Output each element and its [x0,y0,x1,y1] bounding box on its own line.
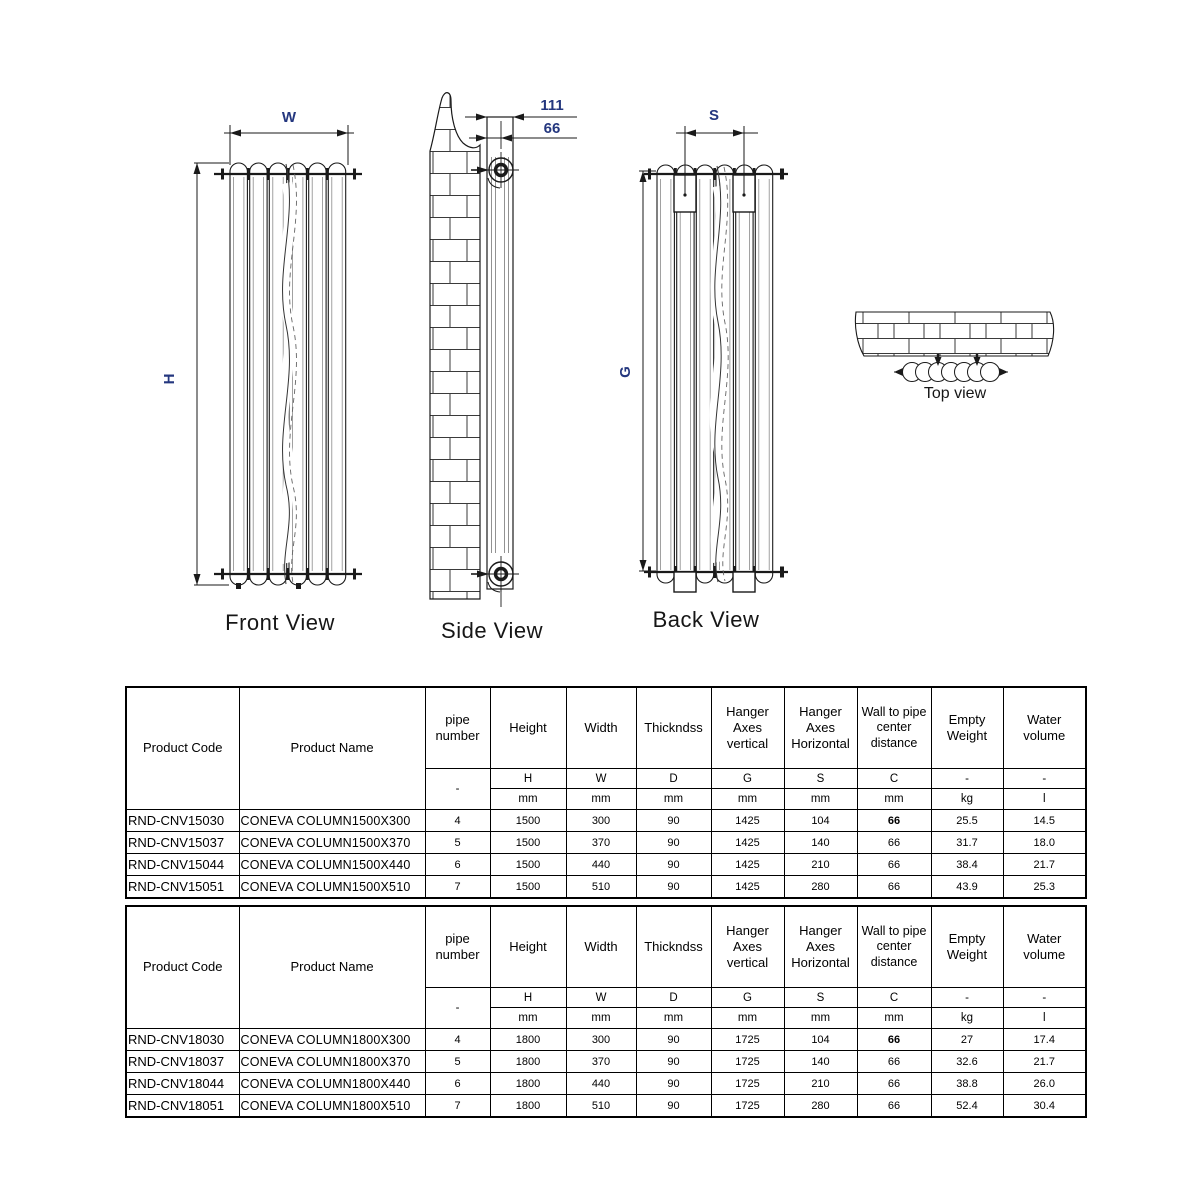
table-cell: RND-CNV15051 [126,876,239,899]
table-cell: 7 [425,876,490,899]
table-cell: 140 [784,832,857,854]
top-wall [855,312,1053,356]
table-cell: CONEVA COLUMN1800X300 [239,1029,425,1051]
table-cell: CONEVA COLUMN1800X370 [239,1051,425,1073]
front-view-label: Front View [225,610,335,635]
table-cell: 1800 [490,1073,566,1095]
table-cell: 66 [857,1095,931,1118]
front-radiator [214,163,362,589]
table-cell: 1500 [490,810,566,832]
table-cell: RND-CNV18044 [126,1073,239,1095]
symbol-cell: C [857,769,931,789]
table-cell: 1725 [711,1051,784,1073]
col-header-hanger-vertical: Hanger Axes vertical [711,687,784,769]
table-cell: 66 [857,1051,931,1073]
col-header-product-name: Product Name [239,687,425,810]
col-header-product-code: Product Code [126,687,239,810]
table-cell: 66 [857,876,931,899]
col-header-water-volume: Water volume [1003,687,1086,769]
table-cell: 370 [566,1051,636,1073]
unit-cell: l [1003,789,1086,810]
unit-cell: mm [784,1008,857,1029]
table-cell: 1425 [711,832,784,854]
table-cell: 25.3 [1003,876,1086,899]
unit-cell: mm [857,789,931,810]
symbol-cell: H [490,769,566,789]
header-row [126,687,1086,769]
side-wall [430,93,480,599]
unit-cell: mm [566,789,636,810]
table-cell: 38.8 [931,1073,1003,1095]
col-header-pipe-number: pipe number [425,906,490,988]
table-cell: 1500 [490,832,566,854]
table-body-1500 [126,810,1086,899]
symbol-cell: - [931,769,1003,789]
table-cell: 5 [425,1051,490,1073]
table-cell: 30.4 [1003,1095,1086,1118]
table-cell: 510 [566,876,636,899]
table-cell: 300 [566,1029,636,1051]
col-header-width: Width [566,906,636,988]
col-header-hanger-horizontal: Hanger Axes Horizontal [784,906,857,988]
table-cell: 90 [636,1051,711,1073]
symbol-cell: C [857,988,931,1008]
dim-label-66: 66 [543,120,561,137]
table-row [126,854,1086,876]
col-header-product-name: Product Name [239,906,425,1029]
table-cell: RND-CNV15044 [126,854,239,876]
col-header-empty-weight: Empty Weight [931,687,1003,769]
symbol-cell: W [566,769,636,789]
unit-cell: mm [636,789,711,810]
dim-label-111: 111 [540,97,564,114]
col-header-height: Height [490,687,566,769]
symbol-cell: S [784,988,857,1008]
col-header-product-code: Product Code [126,906,239,1029]
side-view-label: Side View [441,618,543,643]
col-header-hanger-horizontal: Hanger Axes Horizontal [784,687,857,769]
table-cell: 90 [636,810,711,832]
table-cell: 14.5 [1003,810,1086,832]
table-cell: 26.0 [1003,1073,1086,1095]
table-cell: 1725 [711,1029,784,1051]
dim-label-h: H [161,373,178,385]
table-row [126,1051,1086,1073]
table-cell: 66 [857,810,931,832]
unit-cell: mm [784,789,857,810]
table-cell: 300 [566,810,636,832]
table-cell: 32.6 [931,1051,1003,1073]
back-radiator [644,165,788,592]
table-cell: 370 [566,832,636,854]
table-cell: 18.0 [1003,832,1086,854]
table-cell: 4 [425,810,490,832]
symbol-cell: - [425,988,490,1029]
symbol-cell: D [636,988,711,1008]
symbol-cell: G [711,769,784,789]
unit-cell: l [1003,1008,1086,1029]
table-cell: 440 [566,1073,636,1095]
table-cell: RND-CNV18051 [126,1095,239,1118]
table-cell: CONEVA COLUMN1800X440 [239,1073,425,1095]
table-cell: 25.5 [931,810,1003,832]
table-cell: 52.4 [931,1095,1003,1118]
table-cell: 21.7 [1003,854,1086,876]
symbol-cell: W [566,988,636,1008]
table-cell: 66 [857,854,931,876]
unit-cell: mm [711,789,784,810]
table-row [126,1095,1086,1118]
table-cell: 1425 [711,810,784,832]
header-row [126,906,1086,988]
table-cell: 6 [425,854,490,876]
table-row [126,876,1086,899]
table-cell: 90 [636,1073,711,1095]
table-cell: 66 [857,1073,931,1095]
table-cell: 510 [566,1095,636,1118]
table-cell: 1725 [711,1073,784,1095]
table-cell: 1425 [711,854,784,876]
table-cell: 1725 [711,1095,784,1118]
side-view-drawing [425,85,615,615]
table-cell: 21.7 [1003,1051,1086,1073]
table-cell: 7 [425,1095,490,1118]
table-cell: 90 [636,1029,711,1051]
table-cell: 1500 [490,854,566,876]
table-cell: 66 [857,1029,931,1051]
table-cell: 31.7 [931,832,1003,854]
top-view-drawing [840,308,1070,388]
col-header-thickness: Thickndss [636,906,711,988]
table-cell: CONEVA COLUMN1800X510 [239,1095,425,1118]
back-view-drawing [618,100,803,615]
symbol-cell: D [636,769,711,789]
unit-cell: mm [490,789,566,810]
table-cell: 1800 [490,1051,566,1073]
table-cell: 1425 [711,876,784,899]
symbol-cell: - [1003,988,1086,1008]
spec-table-1500 [125,686,1087,899]
table-cell: 90 [636,854,711,876]
col-header-hanger-vertical: Hanger Axes vertical [711,906,784,988]
unit-cell: mm [857,1008,931,1029]
table-row [126,1029,1086,1051]
table-cell: RND-CNV15037 [126,832,239,854]
table-cell: RND-CNV18030 [126,1029,239,1051]
table-cell: 6 [425,1073,490,1095]
table-cell: RND-CNV18037 [126,1051,239,1073]
top-view-label: Top view [923,385,987,402]
col-header-wall-distance: Wall to pipe center distance [857,687,931,769]
table-cell: 90 [636,832,711,854]
table-row [126,810,1086,832]
hanger-bracket [674,572,696,592]
spec-table-1800 [125,905,1087,1118]
col-header-water-volume: Water volume [1003,906,1086,988]
table-cell: 4 [425,1029,490,1051]
unit-cell: mm [566,1008,636,1029]
symbol-cell: G [711,988,784,1008]
unit-cell: kg [931,789,1003,810]
table-row [126,1073,1086,1095]
col-header-thickness: Thickndss [636,687,711,769]
col-header-wall-distance: Wall to pipe center distance [857,906,931,988]
table-cell: 27 [931,1029,1003,1051]
symbol-cell: - [1003,769,1086,789]
col-header-pipe-number: pipe number [425,687,490,769]
dim-label-w: W [281,109,297,126]
table-cell: 140 [784,1051,857,1073]
dim-label-s: S [708,107,720,124]
table-cell: 90 [636,1095,711,1118]
table-cell: CONEVA COLUMN1500X300 [239,810,425,832]
col-header-height: Height [490,906,566,988]
table-cell: CONEVA COLUMN1500X370 [239,832,425,854]
symbol-cell: - [931,988,1003,1008]
table-cell: 280 [784,1095,857,1118]
back-view-label: Back View [652,607,760,632]
table-cell: 210 [784,854,857,876]
col-header-empty-weight: Empty Weight [931,906,1003,988]
unit-cell: mm [711,1008,784,1029]
symbol-cell: S [784,769,857,789]
table-cell: 17.4 [1003,1029,1086,1051]
table-cell: 38.4 [931,854,1003,876]
table-cell: 104 [784,1029,857,1051]
unit-cell: kg [931,1008,1003,1029]
table-cell: 210 [784,1073,857,1095]
top-radiator [894,354,1008,382]
unit-cell: mm [490,1008,566,1029]
table-cell: CONEVA COLUMN1500X440 [239,854,425,876]
table-cell: 5 [425,832,490,854]
table-cell: 66 [857,832,931,854]
col-header-width: Width [566,687,636,769]
dim-label-g: G [617,366,634,378]
table-cell: CONEVA COLUMN1500X510 [239,876,425,899]
front-view-drawing [150,95,380,620]
table-cell: 1500 [490,876,566,899]
unit-cell: mm [636,1008,711,1029]
table-cell: 90 [636,876,711,899]
hanger-bracket [733,572,755,592]
table-cell: 1800 [490,1095,566,1118]
table-row [126,832,1086,854]
symbol-cell: - [425,769,490,810]
table-cell: 280 [784,876,857,899]
table-cell: 440 [566,854,636,876]
table-cell: 43.9 [931,876,1003,899]
table-cell: 104 [784,810,857,832]
table-body-1800 [126,1029,1086,1118]
table-cell: RND-CNV15030 [126,810,239,832]
symbol-cell: H [490,988,566,1008]
table-cell: 1800 [490,1029,566,1051]
